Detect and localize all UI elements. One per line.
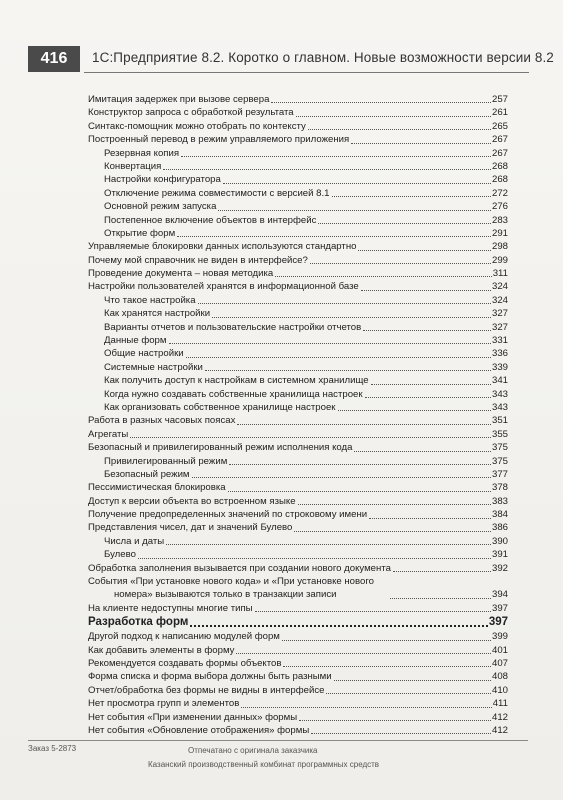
toc-page-number: 390 bbox=[491, 535, 508, 547]
toc-entry bbox=[88, 644, 508, 657]
toc-page-number: 377 bbox=[491, 468, 508, 480]
toc-entry-title: Общие настройки bbox=[104, 348, 184, 360]
toc-entry bbox=[88, 548, 508, 561]
toc-entry-title: Данные форм bbox=[104, 335, 167, 347]
toc-page-number: 276 bbox=[491, 201, 508, 213]
toc-entry bbox=[88, 388, 508, 401]
toc-leader-dots bbox=[223, 183, 491, 184]
toc-entry-title: Рекомендуется создавать формы объектов bbox=[88, 658, 282, 670]
toc-page-number: 327 bbox=[491, 321, 508, 333]
toc-entry-title: Резервная копия bbox=[104, 147, 180, 159]
toc-entry-title: Булево bbox=[104, 549, 136, 561]
toc-leader-dots bbox=[212, 317, 491, 318]
toc-page-number: 324 bbox=[491, 294, 508, 306]
page-header bbox=[28, 46, 554, 74]
toc-entry bbox=[88, 240, 508, 253]
toc-entry bbox=[88, 455, 508, 468]
toc-entry bbox=[88, 575, 508, 602]
toc-entry-title: Как хранятся настройки bbox=[104, 308, 211, 320]
toc-leader-dots bbox=[311, 733, 491, 734]
toc-page-number: 391 bbox=[491, 549, 508, 561]
toc-entry-title: Нет события «Обновление отображения» формы bbox=[88, 724, 310, 736]
page-number: 416 bbox=[28, 46, 80, 72]
toc-leader-dots bbox=[255, 611, 491, 612]
toc-leader-dots bbox=[166, 544, 491, 545]
toc-entry bbox=[88, 630, 508, 643]
toc-entry-title: Безопасный режим bbox=[104, 468, 190, 480]
toc-leader-dots bbox=[271, 102, 491, 103]
toc-entry-title: Варианты отчетов и пользовательские настройки отчетов bbox=[104, 321, 362, 333]
toc-leader-dots bbox=[361, 290, 491, 291]
toc-entry-title: Доступ к версии объекта во встроенном языке bbox=[88, 495, 296, 507]
toc-entry bbox=[88, 334, 508, 347]
toc-chapter bbox=[88, 615, 508, 630]
toc-entry-title: Основной режим запуска bbox=[104, 201, 217, 213]
toc-page-number: 410 bbox=[491, 684, 508, 696]
running-title: 1С:Предприятие 8.2. Коротко о главном. Новые возможности версии 8.2 bbox=[92, 50, 554, 65]
toc-leader-dots bbox=[365, 397, 491, 398]
toc-leader-dots bbox=[186, 357, 491, 358]
toc-entry bbox=[88, 347, 508, 360]
toc-page-number: 343 bbox=[491, 388, 508, 400]
toc-leader-dots bbox=[294, 531, 491, 532]
toc-leader-dots bbox=[296, 116, 491, 117]
toc-page-number: 394 bbox=[491, 589, 508, 601]
toc-entry-title bbox=[88, 575, 388, 602]
toc-page-number: 343 bbox=[491, 401, 508, 413]
toc-leader-dots bbox=[354, 451, 491, 452]
toc-entry-title: Безопасный и привилегированный режим исполнения кода bbox=[88, 442, 353, 454]
toc-entry bbox=[88, 321, 508, 334]
toc-entry-title: Синтакс-помощник можно отобрать по контексту bbox=[88, 120, 306, 132]
toc-page-number: 298 bbox=[491, 241, 508, 253]
toc-entry bbox=[88, 697, 508, 710]
toc-entry bbox=[88, 361, 508, 374]
toc-entry bbox=[88, 535, 508, 548]
toc-entry bbox=[88, 481, 508, 494]
toc-page-number: 272 bbox=[491, 187, 508, 199]
toc-page-number: 355 bbox=[491, 428, 508, 440]
toc-entry bbox=[88, 214, 508, 227]
toc-entry bbox=[88, 120, 508, 133]
toc-page-number: 267 bbox=[491, 147, 508, 159]
toc-entry bbox=[88, 684, 508, 697]
toc-entry-title: Когда нужно создавать собственные хранилища настроек bbox=[104, 388, 363, 400]
toc-entry bbox=[88, 401, 508, 414]
toc-entry-title: Как получить доступ к настройкам в системном хранилище bbox=[104, 375, 369, 387]
toc-page-number: 331 bbox=[491, 335, 508, 347]
toc-entry bbox=[88, 562, 508, 575]
toc-page-number: 283 bbox=[491, 214, 508, 226]
toc-page-number: 408 bbox=[491, 671, 508, 683]
toc-entry-title: Проведение документа – новая методика bbox=[88, 268, 274, 280]
toc-entry-title: Привилегированный режим bbox=[104, 455, 228, 467]
toc-leader-dots bbox=[390, 598, 491, 599]
toc-entry-title: Отключение режима совместимости с версией 8.1 bbox=[104, 187, 330, 199]
toc-entry-title: Что такое настройка bbox=[104, 294, 196, 306]
toc-entry-title-line2: номера» вызываются только в транзакции записи bbox=[114, 589, 337, 601]
toc-page-number: 397 bbox=[488, 616, 508, 629]
toc-entry bbox=[88, 280, 508, 293]
toc-entry bbox=[88, 187, 508, 200]
toc-entry bbox=[88, 160, 508, 173]
table-of-contents bbox=[88, 93, 508, 737]
toc-entry-title: Нет просмотра групп и элементов bbox=[88, 698, 240, 710]
toc-page-number: 375 bbox=[491, 442, 508, 454]
toc-leader-dots bbox=[363, 330, 491, 331]
toc-entry-title: Отчет/обработка без формы не видны в интерфейсе bbox=[88, 684, 325, 696]
toc-leader-dots bbox=[310, 263, 491, 264]
toc-entry-title: Разработка форм bbox=[88, 616, 189, 629]
toc-entry-title: Открытие форм bbox=[104, 227, 176, 239]
toc-entry bbox=[88, 93, 508, 106]
toc-entry bbox=[88, 374, 508, 387]
toc-leader-dots bbox=[283, 666, 491, 667]
toc-leader-dots bbox=[169, 343, 491, 344]
toc-entry-title: Управляемые блокировки данных используются стандартно bbox=[88, 241, 357, 253]
toc-page-number: 267 bbox=[491, 134, 508, 146]
header-rule bbox=[84, 72, 529, 73]
toc-entry-title: Агрегаты bbox=[88, 428, 129, 440]
toc-leader-dots bbox=[138, 558, 491, 559]
print-note: Отпечатано с оригинала заказчика bbox=[188, 746, 318, 755]
toc-entry bbox=[88, 522, 508, 535]
toc-leader-dots bbox=[308, 129, 491, 130]
toc-entry bbox=[88, 508, 508, 521]
toc-leader-dots bbox=[237, 424, 491, 425]
toc-page-number: 375 bbox=[491, 455, 508, 467]
toc-page-number: 399 bbox=[491, 631, 508, 643]
toc-entry bbox=[88, 106, 508, 119]
toc-page-number: 412 bbox=[491, 711, 508, 723]
toc-entry bbox=[88, 441, 508, 454]
toc-leader-dots bbox=[241, 707, 491, 708]
toc-page-number: 351 bbox=[491, 415, 508, 427]
toc-leader-dots bbox=[177, 236, 491, 237]
toc-entry-title: Настройки пользователей хранятся в информационной базе bbox=[88, 281, 359, 293]
toc-leader-dots bbox=[351, 143, 491, 144]
toc-entry-title: Конвертация bbox=[104, 160, 162, 172]
toc-page-number: 324 bbox=[491, 281, 508, 293]
toc-leader-dots bbox=[298, 504, 491, 505]
toc-leader-dots bbox=[228, 491, 491, 492]
toc-leader-dots bbox=[229, 464, 491, 465]
toc-entry-title: Постепенное включение объектов в интерфейс bbox=[104, 214, 317, 226]
toc-entry-title: Конструктор запроса с обработкой результата bbox=[88, 107, 294, 119]
toc-leader-dots bbox=[130, 437, 491, 438]
toc-leader-dots bbox=[318, 223, 491, 224]
toc-leader-dots bbox=[190, 625, 487, 627]
toc-leader-dots bbox=[299, 720, 491, 721]
toc-entry-title: Нет события «При изменении данных» формы bbox=[88, 711, 298, 723]
toc-leader-dots bbox=[332, 196, 491, 197]
toc-entry-title: Обработка заполнения вызывается при создании нового документа bbox=[88, 562, 391, 574]
toc-entry-title: Как организовать собственное хранилище настроек bbox=[104, 401, 336, 413]
toc-page-number: 412 bbox=[491, 724, 508, 736]
toc-entry bbox=[88, 173, 508, 186]
toc-page-number: 327 bbox=[491, 308, 508, 320]
toc-page-number: 299 bbox=[491, 254, 508, 266]
toc-entry bbox=[88, 133, 508, 146]
toc-leader-dots bbox=[369, 518, 491, 519]
toc-entry-title: Представления чисел, дат и значений Булево bbox=[88, 522, 293, 534]
toc-page-number: 411 bbox=[492, 698, 508, 710]
toc-page-number: 341 bbox=[491, 375, 508, 387]
toc-leader-dots bbox=[358, 250, 491, 251]
toc-entry bbox=[88, 724, 508, 737]
toc-leader-dots bbox=[338, 410, 491, 411]
toc-entry-title: На клиенте недоступны многие типы bbox=[88, 602, 253, 614]
toc-entry-title: Пессимистическая блокировка bbox=[88, 482, 226, 494]
printer-name: Казанский производственный комбинат программных средств bbox=[148, 760, 380, 769]
toc-leader-dots bbox=[181, 156, 491, 157]
toc-page-number: 268 bbox=[491, 160, 508, 172]
toc-leader-dots bbox=[371, 384, 491, 385]
footer-rule bbox=[28, 740, 528, 741]
toc-leader-dots bbox=[393, 571, 491, 572]
toc-page-number: 384 bbox=[491, 509, 508, 521]
toc-entry bbox=[88, 267, 508, 280]
toc-page-number: 401 bbox=[491, 644, 508, 656]
toc-page-number: 392 bbox=[491, 562, 508, 574]
toc-leader-dots bbox=[198, 303, 491, 304]
toc-page-number: 311 bbox=[492, 268, 508, 280]
toc-leader-dots bbox=[236, 653, 491, 654]
toc-page-number: 261 bbox=[491, 107, 508, 119]
toc-entry bbox=[88, 307, 508, 320]
toc-page-number: 291 bbox=[491, 227, 508, 239]
toc-entry-title: Построенный перевод в режим управляемого приложения bbox=[88, 134, 350, 146]
toc-page-number: 336 bbox=[491, 348, 508, 360]
toc-page-number: 265 bbox=[491, 120, 508, 132]
toc-leader-dots bbox=[192, 477, 491, 478]
toc-entry-title: Другой подход к написанию модулей форм bbox=[88, 631, 280, 643]
toc-entry bbox=[88, 711, 508, 724]
toc-entry-title: Имитация задержек при вызове сервера bbox=[88, 93, 270, 105]
toc-page-number: 268 bbox=[491, 174, 508, 186]
toc-entry bbox=[88, 200, 508, 213]
order-number: Заказ 5-2873 bbox=[28, 744, 77, 753]
toc-entry-title: Получение предопределенных значений по строковому имени bbox=[88, 509, 368, 521]
toc-page-number: 378 bbox=[491, 482, 508, 494]
toc-entry bbox=[88, 254, 508, 267]
toc-entry bbox=[88, 602, 508, 615]
toc-page-number: 257 bbox=[491, 93, 508, 105]
toc-entry-title: Работа в разных часовых поясах bbox=[88, 415, 236, 427]
toc-leader-dots bbox=[326, 693, 491, 694]
toc-entry bbox=[88, 414, 508, 427]
toc-entry-title: Форма списка и форма выбора должны быть разными bbox=[88, 671, 332, 683]
toc-entry bbox=[88, 147, 508, 160]
toc-entry-title-line1: События «При установке нового кода» и «При установке нового bbox=[88, 576, 374, 588]
toc-page-number: 407 bbox=[491, 658, 508, 670]
toc-leader-dots bbox=[275, 276, 491, 277]
toc-page-number: 397 bbox=[491, 602, 508, 614]
toc-entry bbox=[88, 657, 508, 670]
toc-page-number: 386 bbox=[491, 522, 508, 534]
toc-page-number: 383 bbox=[491, 495, 508, 507]
toc-entry bbox=[88, 495, 508, 508]
toc-leader-dots bbox=[282, 640, 491, 641]
toc-entry-title: Почему мой справочник не виден в интерфейсе? bbox=[88, 254, 308, 266]
toc-entry bbox=[88, 294, 508, 307]
toc-entry-title: Настройки конфигуратора bbox=[104, 174, 221, 186]
toc-entry-title: Системные настройки bbox=[104, 361, 203, 373]
toc-entry-title: Как добавить элементы в форму bbox=[88, 644, 235, 656]
toc-entry bbox=[88, 468, 508, 481]
toc-leader-dots bbox=[205, 370, 491, 371]
toc-leader-dots bbox=[218, 210, 491, 211]
toc-leader-dots bbox=[163, 169, 491, 170]
toc-entry-title: Числа и даты bbox=[104, 535, 165, 547]
toc-leader-dots bbox=[334, 680, 491, 681]
toc-entry bbox=[88, 428, 508, 441]
toc-entry bbox=[88, 670, 508, 683]
toc-page-number: 339 bbox=[491, 361, 508, 373]
toc-entry bbox=[88, 227, 508, 240]
